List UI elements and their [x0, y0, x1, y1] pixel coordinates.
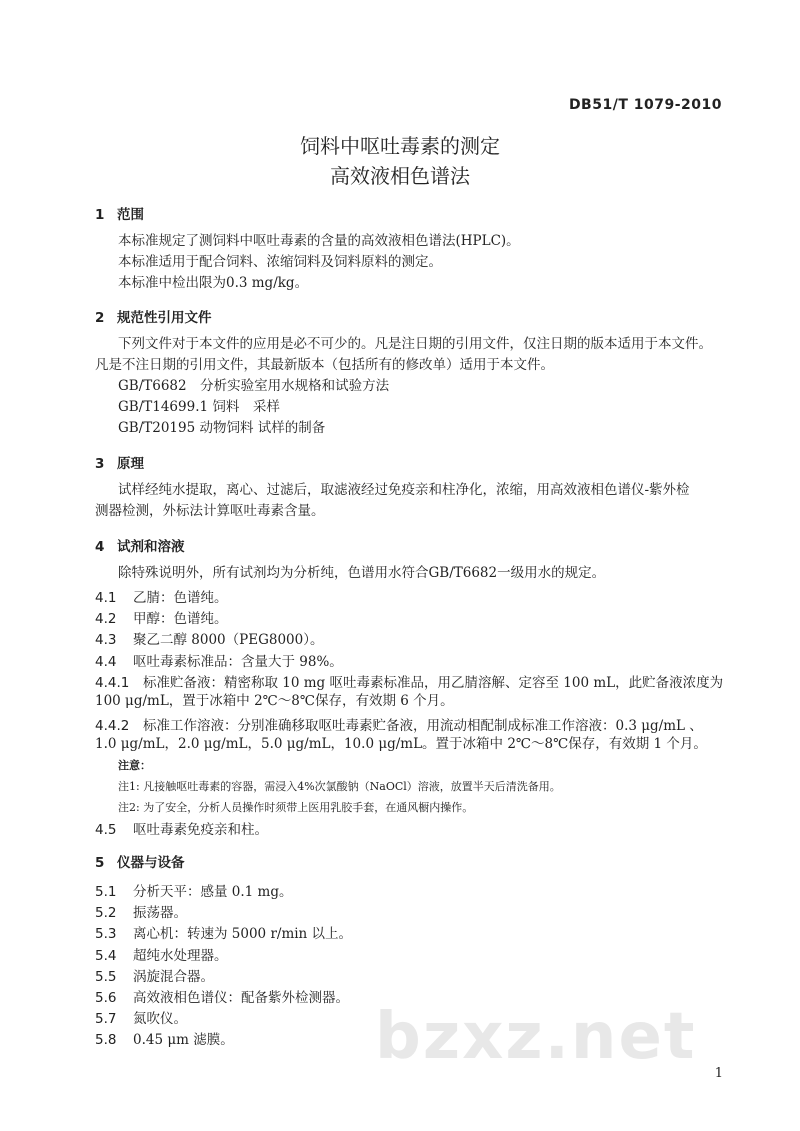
item-5-6: 5.6 高效液相色谱仪：配备紫外检测器。	[95, 990, 349, 1006]
item-4-3: 4.3 聚乙二醇 8000（PEG8000）。	[95, 632, 324, 648]
s2-ref-1: GB/T6682 分析实验室用水规格和试验方法	[118, 378, 390, 394]
item-5-2: 5.2 振荡器。	[95, 905, 187, 921]
s1-line-1: 本标准规定了测饲料中呕吐毒素的含量的高效液相色谱法(HPLC)。	[118, 233, 520, 249]
section-3-heading: 3 原理	[95, 456, 144, 472]
page-number: 1	[714, 1066, 723, 1081]
s2-para-2: 凡是不注日期的引用文件，其最新版本（包括所有的修改单）适用于本文件。	[95, 357, 554, 373]
s1-line-2: 本标准适用于配合饲料、浓缩饲料及饲料原料的测定。	[118, 254, 442, 270]
item-4-4-1-cont: 100 μg/mL，置于冰箱中 2℃～8℃保存，有效期 6 个月。	[95, 693, 454, 709]
item-5-3: 5.3 离心机：转速为 5000 r/min 以上。	[95, 926, 353, 942]
note-heading: 注意：	[118, 759, 151, 772]
item-4-2: 4.2 甲醇：色谱纯。	[95, 611, 228, 627]
item-4-4-2: 4.4.2 标准工作溶液：分别准确移取呕吐毒素贮备液，用流动相配制成标准工作溶液：0.3 μg/mL 、	[95, 718, 703, 734]
watermark: bzxz.net	[375, 1000, 697, 1074]
item-4-4: 4.4 呕吐毒素标准品：含量大于 98%。	[95, 654, 343, 670]
item-5-5: 5.5 涡旋混合器。	[95, 969, 214, 985]
note-1: 注1: 凡接触呕吐毒素的容器，需浸入4%次氯酸钠（NaOCl）溶液，放置半天后清洗备用。	[118, 780, 561, 793]
item-4-1: 4.1 乙腈：色谱纯。	[95, 590, 228, 606]
item-4-4-1: 4.4.1 标准贮备液：精密称取 10 mg 呕吐毒素标准品，用乙腈溶解、定容至 100 mL，此贮备液浓度为	[95, 675, 724, 691]
standard-code: DB51/T 1079-2010	[568, 97, 722, 113]
section-1-heading: 1 范围	[95, 207, 144, 223]
s2-para-1: 下列文件对于本文件的应用是必不可少的。凡是注日期的引用文件，仅注日期的版本适用于本文件。	[118, 336, 712, 352]
s3-para-1: 试样经纯水提取，离心、过滤后，取滤液经过免疫亲和柱净化，浓缩，用高效液相色谱仪-紫外检	[118, 482, 690, 498]
s1-line-3: 本标准中检出限为0.3 mg/kg。	[118, 275, 309, 291]
item-4-4-2-cont: 1.0 μg/mL，2.0 μg/mL，5.0 μg/mL，10.0 μg/mL。置于冰箱中 2℃～8℃保存，有效期 1 个月。	[95, 736, 707, 752]
s4-para-1: 除特殊说明外，所有试剂均为分析纯，色谱用水符合GB/T6682一级用水的规定。	[118, 565, 606, 581]
section-4-heading: 4 试剂和溶液	[95, 539, 185, 555]
s2-ref-2: GB/T14699.1 饲料 采样	[118, 399, 280, 415]
s3-para-2: 测器检测，外标法计算呕吐毒素含量。	[95, 503, 325, 519]
item-5-1: 5.1 分析天平：感量 0.1 mg。	[95, 884, 293, 900]
item-5-4: 5.4 超纯水处理器。	[95, 948, 228, 964]
section-5-heading: 5 仪器与设备	[95, 855, 185, 871]
title-line-2: 高效液相色谱法	[330, 164, 470, 188]
note-2: 注2: 为了安全，分析人员操作时须带上医用乳胶手套，在通风橱内操作。	[118, 801, 474, 814]
item-5-7: 5.7 氮吹仪。	[95, 1011, 187, 1027]
item-4-5: 4.5 呕吐毒素免疫亲和柱。	[95, 822, 268, 838]
title-line-1: 饲料中呕吐毒素的测定	[300, 134, 500, 158]
item-5-8: 5.8 0.45 μm 滤膜。	[95, 1032, 234, 1048]
section-2-heading: 2 规范性引用文件	[95, 310, 212, 326]
s2-ref-3: GB/T20195 动物饲料 试样的制备	[118, 420, 326, 436]
